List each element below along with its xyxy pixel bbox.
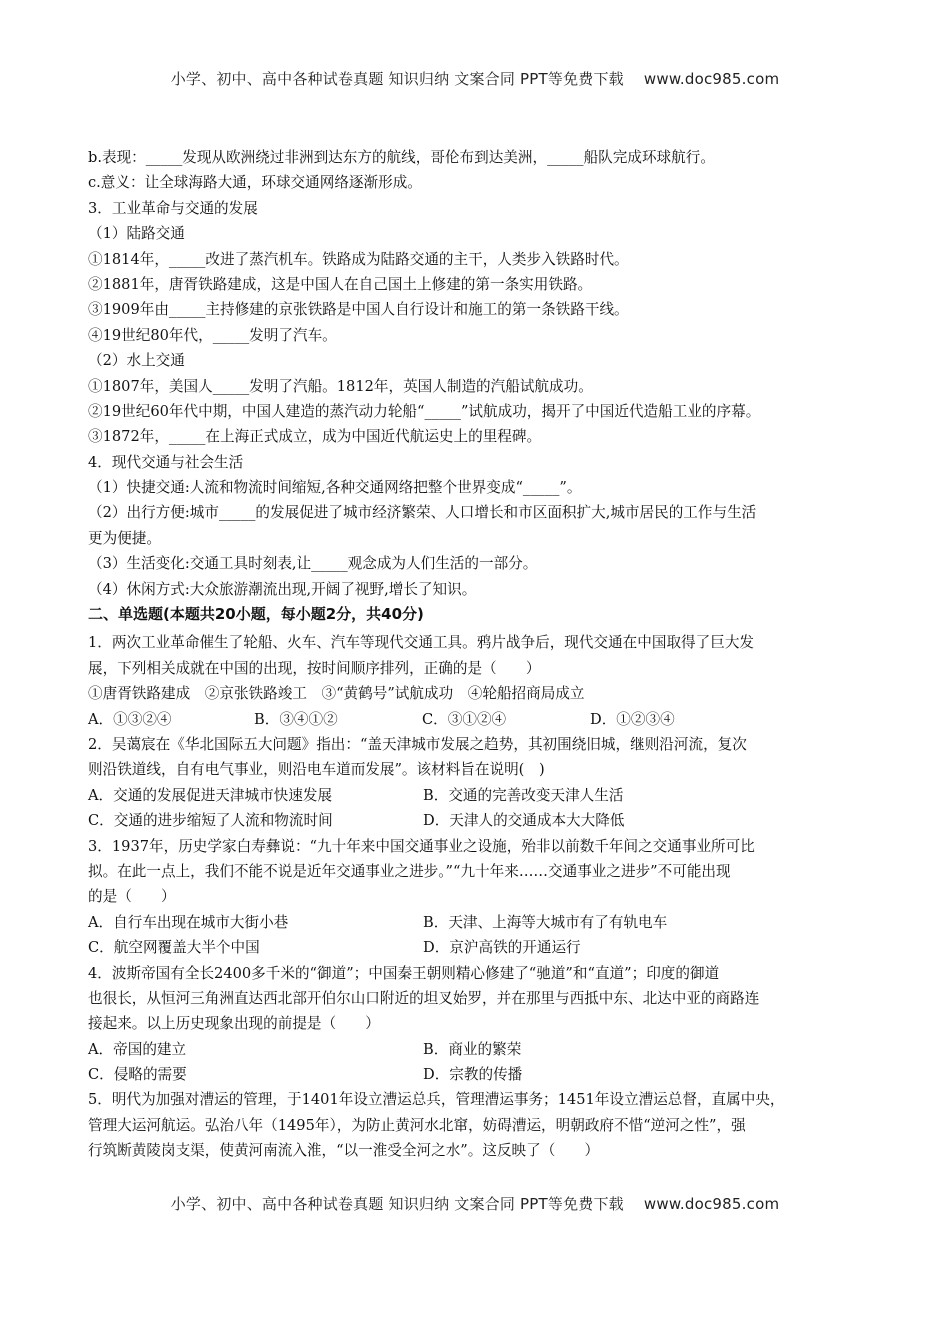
text-line: ②1881年，唐胥铁路建成，这是中国人在自己国土上修建的第一条实用铁路。	[88, 275, 593, 293]
text-line: （4）休闲方式:大众旅游潮流出现,开阔了视野,增长了知识。	[88, 580, 477, 598]
text-line: ①1814年，_____改进了蒸汽机车。铁路成为陆路交通的主干，人类步入铁路时代。	[88, 250, 629, 268]
footer-url[interactable]: www.doc985.com	[643, 1195, 780, 1213]
text-line: ①1807年，美国人_____发明了汽船。1812年，英国人制造的汽船试航成功。	[88, 377, 593, 395]
question-text: 管理大运河航运。弘治八年（1495年），为防止黄河水北窜，妨碍漕运，明朝政府不惜“逆河之性”，强	[88, 1116, 746, 1134]
option-d[interactable]: D．宗教的传播	[423, 1066, 523, 1084]
option-c[interactable]: C．交通的进步缩短了人流和物流时间	[88, 812, 333, 830]
question-text: 也很长，从恒河三角洲直达西北部开伯尔山口附近的坦叉始罗，并在那里与西抵中东、北达中亚的商路连	[88, 989, 760, 1007]
text-line: （1）快捷交通:人流和物流时间缩短,各种交通网络把整个世界变成“_____”。	[88, 479, 582, 497]
option-d[interactable]: D．天津人的交通成本大大降低	[423, 812, 625, 830]
option-a[interactable]: A．交通的发展促进天津城市快速发展	[88, 786, 333, 804]
options-row	[88, 910, 873, 935]
page-header	[0, 68, 950, 89]
text-line: （2）水上交通	[88, 352, 185, 370]
options-row	[88, 1062, 873, 1087]
question-text: 2．吴蔼宸在《华北国际五大问题》指出：“盖天津城市发展之趋势，其初围绕旧城，继则沿河流，复次	[88, 735, 747, 753]
question-text: 接起来。以上历史现象出现的前提是（ ）	[88, 1015, 380, 1033]
question-text: 行筑断黄陵岗支渠，使黄河南流入淮，“以一淮受全河之水”。这反映了（ ）	[88, 1142, 600, 1160]
text-line: ④19世纪80年代，_____发明了汽车。	[88, 326, 337, 344]
option-b[interactable]: B．天津、上海等大城市有了有轨电车	[423, 913, 668, 931]
question-text: 5．明代为加强对漕运的管理，于1401年设立漕运总兵，管理漕运事务；1451年设立漕运总督，直属中央，	[88, 1091, 785, 1109]
section-title: 二、单选题(本题共20小题，每小题2分，共40分)	[88, 605, 424, 624]
question-text: ①唐胥铁路建成 ②京张铁路竣工 ③“黄鹤号”试航成功 ④轮船招商局成立	[88, 685, 585, 703]
options-row	[88, 808, 873, 833]
question-1	[88, 630, 873, 732]
option-b[interactable]: B．交通的完善改变天津人生活	[423, 786, 624, 804]
question-text: 4．波斯帝国有全长2400多千米的“御道”；中国秦王朝则精心修建了“驰道”和“直道”；印度的御道	[88, 964, 720, 982]
text-line: b.表现：_____发现从欧洲绕过非洲到达东方的航线，哥伦布到达美洲，_____船队完成环球航行。	[88, 149, 715, 166]
text-line: （1）陆路交通	[88, 225, 185, 243]
options-row	[88, 1037, 873, 1062]
option-a[interactable]: A．自行车出现在城市大街小巷	[88, 913, 289, 931]
text-line: ②19世纪60年代中期，中国人建造的蒸汽动力轮船“_____”试航成功，揭开了中国近代造船工业的序幕。	[88, 402, 761, 420]
text-line: （3）生活变化:交通工具时刻表,让_____观念成为人们生活的一部分。	[88, 555, 538, 573]
question-text: 则沿铁道线，自有电气事业，则沿电车道而发展”。该材料旨在说明( )	[88, 761, 545, 779]
option-a[interactable]: A．①③②④	[88, 710, 172, 728]
page-footer	[0, 1193, 950, 1214]
option-d[interactable]: D．①②③④	[590, 710, 675, 728]
question-text: 展，下列相关成就在中国的出现，按时间顺序排列，正确的是（ ）	[88, 659, 541, 677]
option-d[interactable]: D．京沪高铁的开通运行	[423, 939, 581, 957]
question-text: 的是（ ）	[88, 888, 176, 906]
question-text: 1．两次工业革命催生了轮船、火车、汽车等现代交通工具。鸦片战争后，现代交通在中国取得了巨大发	[88, 634, 755, 652]
header-url[interactable]: www.doc985.com	[643, 70, 780, 88]
question-5	[88, 1087, 873, 1163]
text-line: （2）出行方便:城市_____的发展促进了城市经济繁荣、人口增长和市区面积扩大,城市居民的工作与生活	[88, 504, 757, 522]
text-line: 3．工业革命与交通的发展	[88, 199, 258, 217]
option-c[interactable]: C．航空网覆盖大半个中国	[88, 939, 260, 957]
option-b[interactable]: B．商业的繁荣	[423, 1040, 522, 1058]
options	[88, 707, 873, 732]
option-c[interactable]: C．③①②④	[422, 710, 507, 728]
question-3	[88, 834, 873, 961]
option-c[interactable]: C．侵略的需要	[88, 1066, 187, 1084]
document-body	[88, 145, 873, 1164]
question-4	[88, 961, 873, 1088]
text-line: ③1872年，_____在上海正式成立，成为中国近代航运史上的里程碑。	[88, 428, 542, 446]
options-row	[88, 935, 873, 960]
options-row	[88, 783, 873, 808]
text-line: 4．现代交通与社会生活	[88, 453, 244, 471]
option-b[interactable]: B．③④①②	[254, 710, 338, 728]
text-line: 更为便捷。	[88, 529, 161, 547]
option-a[interactable]: A．帝国的建立	[88, 1040, 187, 1058]
footer-text: 小学、初中、高中各种试卷真题 知识归纳 文案合同 PPT等免费下载	[170, 1195, 624, 1213]
text-line: ③1909年由_____主持修建的京张铁路是中国人自行设计和施工的第一条铁路干线。	[88, 301, 629, 319]
question-text: 拟。在此一点上，我们不能不说是近年交通事业之进步。”“九十年来……交通事业之进步”不可能出现	[88, 862, 731, 880]
text-line: c.意义：让全球海路大通，环球交通网络逐渐形成。	[88, 174, 422, 192]
question-2	[88, 732, 873, 834]
question-text: 3．1937年，历史学家白寿彝说：“九十年来中国交通事业之设施，殆非以前数千年间之交通事业所可比	[88, 837, 755, 855]
header-text: 小学、初中、高中各种试卷真题 知识归纳 文案合同 PPT等免费下载	[170, 70, 624, 88]
